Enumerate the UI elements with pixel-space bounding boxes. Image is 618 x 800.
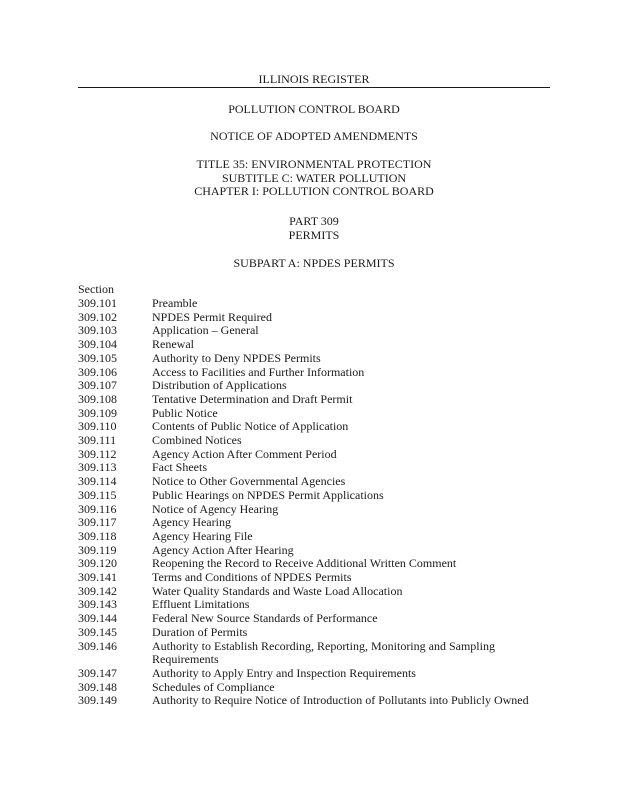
section-title: Fact Sheets xyxy=(152,460,207,475)
section-number: 309.105 xyxy=(78,350,117,365)
section-title: Authority to Deny NPDES Permits xyxy=(152,350,321,365)
section-number: 309.103 xyxy=(78,323,117,338)
section-number: 309.116 xyxy=(78,501,117,516)
section-title: Terms and Conditions of NPDES Permits xyxy=(152,570,352,585)
section-row xyxy=(78,544,558,558)
section-number: 309.111 xyxy=(78,433,117,448)
section-title: Tentative Determination and Draft Permit xyxy=(152,391,353,406)
part-name: PERMITS xyxy=(288,227,340,242)
section-row xyxy=(78,585,558,599)
section-title: Renewal xyxy=(152,337,194,352)
section-row xyxy=(78,461,558,475)
section-row xyxy=(78,434,558,448)
section-row xyxy=(78,448,558,462)
section-title: Notice to Other Governmental Agencies xyxy=(152,474,346,489)
section-title: Effluent Limitations xyxy=(152,597,250,612)
section-title: Agency Action After Comment Period xyxy=(152,446,337,461)
section-number: 309.149 xyxy=(78,693,117,708)
section-row xyxy=(78,324,558,338)
section-row xyxy=(78,694,558,708)
section-number: 309.146 xyxy=(78,638,117,653)
section-number: 309.119 xyxy=(78,542,117,557)
part-number: PART 309 xyxy=(289,214,339,228)
part-block xyxy=(78,215,550,242)
section-title: Public Notice xyxy=(152,405,218,420)
section-title: Water Quality Standards and Waste Load Allocation xyxy=(152,583,403,598)
section-title: Duration of Permits xyxy=(152,624,248,639)
section-title: Application – General xyxy=(152,323,259,338)
section-title: Agency Hearing xyxy=(152,515,231,530)
section-number: 309.120 xyxy=(78,556,117,571)
section-number: 309.115 xyxy=(78,487,117,502)
section-number: 309.113 xyxy=(78,460,117,475)
section-row xyxy=(78,352,558,366)
board-name: POLLUTION CONTROL BOARD xyxy=(228,102,400,116)
section-title: Contents of Public Notice of Application xyxy=(152,419,349,434)
section-row xyxy=(78,366,558,380)
title-block xyxy=(78,158,550,199)
section-title: Authority to Require Notice of Introduction of Pollutants into Publicly Owned xyxy=(152,693,529,708)
section-number: 309.143 xyxy=(78,597,117,612)
section-number: 309.114 xyxy=(78,474,117,489)
section-title: NPDES Permit Required xyxy=(152,309,272,324)
section-row xyxy=(78,530,558,544)
section-row xyxy=(78,640,558,667)
section-number: 309.109 xyxy=(78,405,117,420)
section-row xyxy=(78,681,558,695)
section-number: 309.147 xyxy=(78,665,117,680)
section-number: 309.108 xyxy=(78,391,117,406)
section-title: Access to Facilities and Further Information xyxy=(152,364,365,379)
section-row xyxy=(78,612,558,626)
section-row xyxy=(78,516,558,530)
section-number: 309.118 xyxy=(78,528,117,543)
section-row xyxy=(78,420,558,434)
section-row xyxy=(78,667,558,681)
title-line: TITLE 35: ENVIRONMENTAL PROTECTION xyxy=(196,157,432,171)
section-title: Public Hearings on NPDES Permit Applications xyxy=(152,487,384,502)
section-number: 309.104 xyxy=(78,337,117,352)
section-title: Agency Action After Hearing xyxy=(152,542,294,557)
section-number: 309.142 xyxy=(78,583,117,598)
register-header: ILLINOIS REGISTER xyxy=(78,72,550,88)
section-row xyxy=(78,475,558,489)
section-number: 309.102 xyxy=(78,309,117,324)
section-row xyxy=(78,338,558,352)
subtitle-line: SUBTITLE C: WATER POLLUTION xyxy=(221,170,407,185)
section-number: 309.148 xyxy=(78,679,117,694)
section-row xyxy=(78,489,558,503)
section-row xyxy=(78,393,558,407)
section-number: 309.141 xyxy=(78,570,117,585)
subpart-title: SUBPART A: NPDES PERMITS xyxy=(233,256,395,270)
section-number: 309.107 xyxy=(78,378,117,393)
section-number: 309.144 xyxy=(78,611,117,626)
section-title: Authority to Establish Recording, Reporting, Monitoring and Sampling Requirements xyxy=(152,638,495,667)
section-title: Agency Hearing File xyxy=(152,528,253,543)
section-row xyxy=(78,297,558,311)
section-number: 309.112 xyxy=(78,446,117,461)
section-number: 309.101 xyxy=(78,296,117,310)
section-title: Combined Notices xyxy=(152,433,242,448)
section-title: Notice of Agency Hearing xyxy=(152,501,279,516)
section-row xyxy=(78,503,558,517)
section-row xyxy=(78,571,558,585)
section-title: Preamble xyxy=(152,296,198,310)
section-number: 309.110 xyxy=(78,419,117,434)
section-list xyxy=(78,297,558,708)
section-row xyxy=(78,311,558,325)
section-number: 309.117 xyxy=(78,515,117,530)
section-row xyxy=(78,626,558,640)
section-title: Federal New Source Standards of Performance xyxy=(152,611,378,626)
section-row xyxy=(78,407,558,421)
section-row xyxy=(78,557,558,571)
chapter-line: CHAPTER I: POLLUTION CONTROL BOARD xyxy=(194,184,434,198)
section-title: Reopening the Record to Receive Additional Written Comment xyxy=(152,556,457,571)
section-title: Distribution of Applications xyxy=(152,378,287,393)
section-title: Schedules of Compliance xyxy=(152,679,275,694)
section-title: Authority to Apply Entry and Inspection Requirements xyxy=(152,665,416,680)
notice-title: NOTICE OF ADOPTED AMENDMENTS xyxy=(210,129,418,143)
section-number: 309.145 xyxy=(78,624,117,639)
section-number: 309.106 xyxy=(78,364,117,379)
section-heading: Section xyxy=(78,282,114,296)
section-row xyxy=(78,598,558,612)
section-row xyxy=(78,379,558,393)
